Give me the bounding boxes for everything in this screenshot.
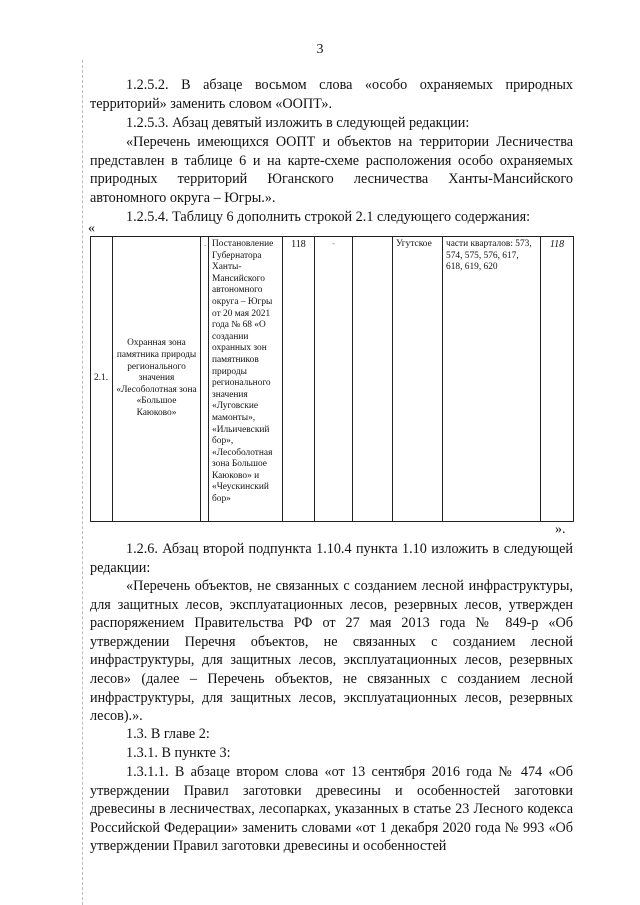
paragraph-1-3: 1.3. В главе 2: (126, 726, 210, 742)
dot-mark: . (201, 237, 209, 522)
amendment-table (90, 236, 574, 522)
paragraph-quote-list: «Перечень имеющихся ООПТ и объектов на территории Лесничества представлен в таблице 6 и на карте-схеме расположения особо охраняемых природных территорий Юганского лесничества Ханты-Мансийского автономного округа – Югры.». (90, 134, 573, 206)
paragraph-1-2-5-2: 1.2.5.2. В абзаце восьмом слова «особо охраняемых природных территорий» заменить словом «ООПТ». (90, 77, 573, 112)
paragraph-1-3-1: 1.3.1. В пункте 3: (126, 745, 231, 761)
paragraph-1-2-5-3: 1.2.5.3. Абзац девятый изложить в следующей редакции: (126, 115, 470, 131)
page-number: 3 (316, 42, 324, 57)
quarters-list: части кварталов: 573, 574, 575, 576, 617, 618, 619, 620 (443, 237, 541, 522)
area-value: 118 (283, 237, 315, 522)
paragraph-1-3-1-1: 1.3.1.1. В абзаце втором слова «от 13 сентября 2016 года № 474 «Об утверждении Правил заготовки древесины и особенностей заготовки древесины в лесничествах, лесопарках, указанных в статье 23 Лесного кодекса Российской Федерации» заменить словами «от 1 декабря 2020 года № 993 «Об утверждении Правил заготовки древесины и особенностей (90, 764, 573, 855)
table-quote-open: « (88, 221, 95, 236)
paragraph-1-2-5-4: 1.2.5.4. Таблицу 6 дополнить строкой 2.1 следующего содержания: (126, 209, 531, 225)
paragraph-objects-list: «Перечень объектов, не связанных с созданием лесной инфраструктуры, для защитных лесов, эксплуатационных лесов, резервных лесов, утвержден распоряжением Правительства РФ от 27 мая 2013 года № 849-р «Об утверждении Перечня объектов, не связанных с созданием лесной инфраструктуры, для защитных лесов, эксплуатационных лесов, резервных лесов» (далее – Перечень объектов, не связанных с созданием лесной инфраструктуры, для защитных лесов, эксплуатационных лесов, резервных лесов).». (90, 578, 573, 725)
empty-cell (353, 237, 393, 522)
total-area-value: 118 (541, 237, 574, 522)
left-margin-line (82, 60, 83, 905)
dash-mark: - (315, 237, 353, 522)
paragraph-1-2-6: 1.2.6. Абзац второй подпункта 1.10.4 пункта 1.10 изложить в следующей редакции: (90, 541, 573, 576)
row-number: 2.1. (91, 237, 113, 522)
table-row-2-1 (91, 237, 574, 522)
protected-area-name: Охранная зона памятника природы регионального значения «Лесоболотная зона «Большое Каюково» (113, 237, 201, 522)
table-quote-close: ». (555, 522, 566, 537)
legal-basis: Постановление Губернатора Ханты-Мансийского автономного округа – Югры от 20 мая 2021 года № 68 «О создании охранных зон памятников природы регионального значения «Луговские мамонты», «Ильичевский бор», «Лесоболотная зона Большое Каюково» и «Чеускинский бор» (209, 237, 283, 522)
forestry-name: Угутское (393, 237, 443, 522)
